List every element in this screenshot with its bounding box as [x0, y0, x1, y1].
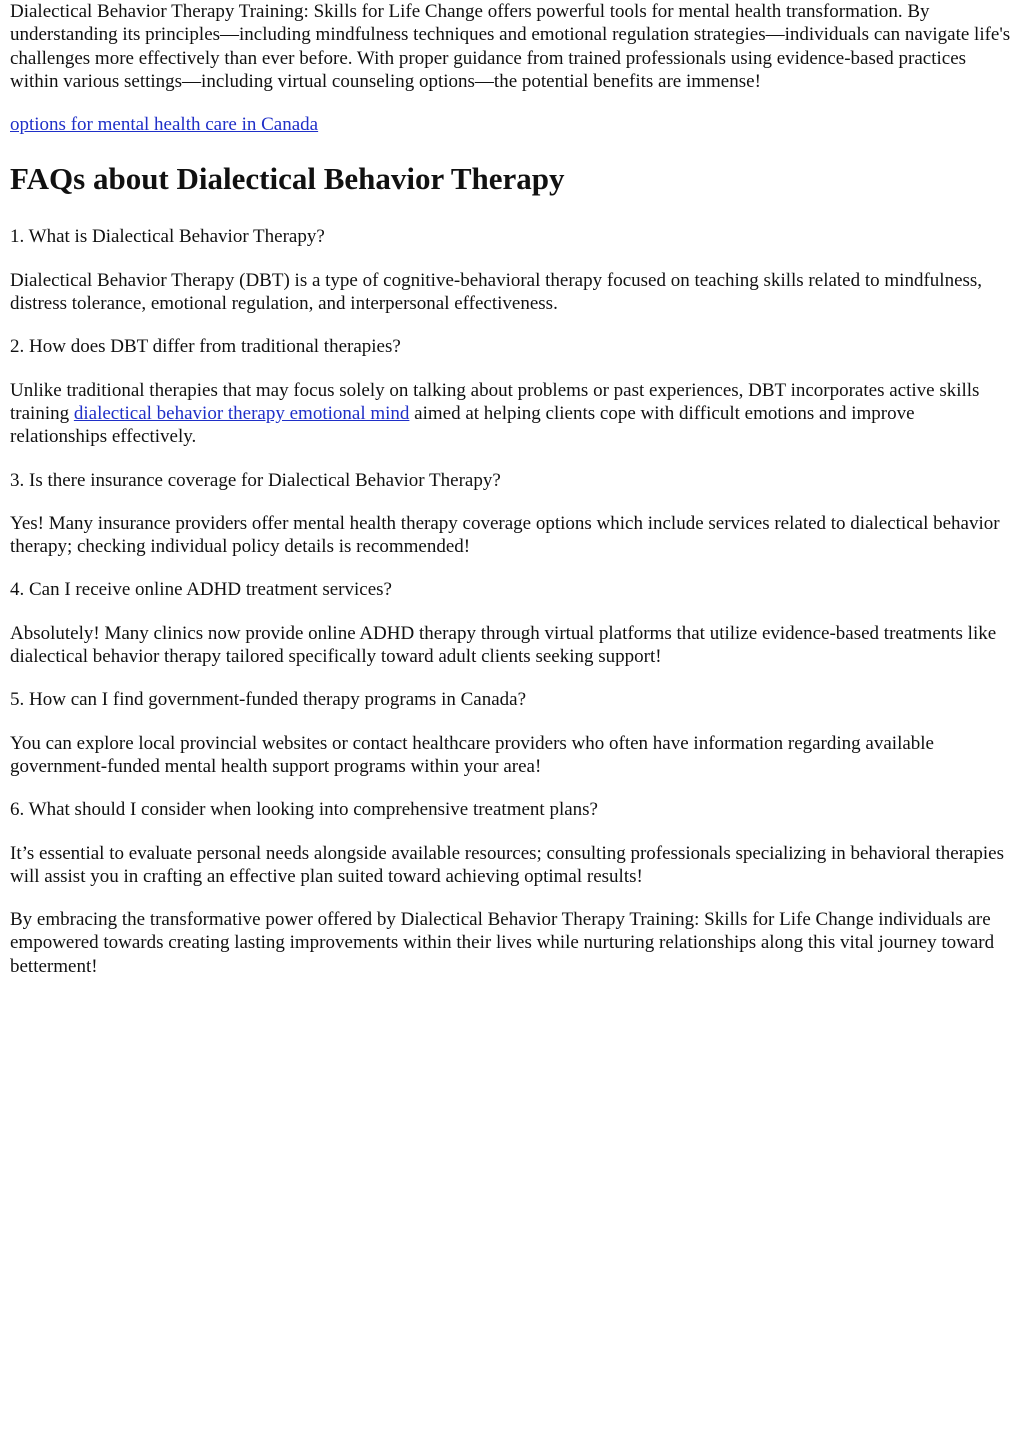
closing-paragraph: By embracing the transformative power offered by Dialectical Behavior Therapy Training: Skills for Life Change individuals are empowered towards creating lasting improvements within their lives while nurturing relationships along this vital journey toward betterment!	[10, 909, 995, 977]
faq-answer-5: You can explore local provincial websites or contact healthcare providers who often have information regarding available government-funded mental health support programs within your area!	[10, 732, 934, 777]
faq-answer-3: Yes! Many insurance providers offer mental health therapy coverage options which include services related to dialectical behavior therapy; checking individual policy details is recommended!	[10, 512, 1000, 558]
faq-question-5: 5. How can I find government-funded therapy programs in Canada?	[10, 689, 526, 711]
faq-answer-6: It’s essential to evaluate personal needs alongside available resources; consulting professionals specializing in behavioral therapies will assist you in crafting an effective plan suited toward achieving optimal results!	[10, 842, 1005, 887]
faq-answer-4: Absolutely! Many clinics now provide online ADHD therapy through virtual platforms that utilize evidence-based treatments like dialectical behavior therapy tailored specifically toward adult clients seeking support!	[10, 622, 997, 668]
faq-answer-2	[10, 379, 1014, 449]
faq-answer-2-text-before: Unlike traditional therapies that may focus solely on talking about problems or past experiences, DBT incorporates active skills training	[10, 379, 980, 424]
faq-heading: FAQs about Dialectical Behavior Therapy	[10, 161, 565, 197]
faq-question-6: 6. What should I consider when looking into comprehensive treatment plans?	[10, 799, 598, 821]
faq-question-3: 3. Is there insurance coverage for Dialectical Behavior Therapy?	[10, 469, 501, 491]
intro-paragraph: Dialectical Behavior Therapy Training: Skills for Life Change offers powerful tools for mental health transformation. By understanding its principles—including mindfulness techniques and emotional regulation strategies—individuals can navigate life's challenges more effectively than ever before. With proper guidance from trained professionals using evidence-based practices within various settings—including virtual counseling options—the potential benefits are immense!	[10, 1, 1011, 92]
faq-question-1: 1. What is Dialectical Behavior Therapy?	[10, 226, 325, 248]
faq-question-4: 4. Can I receive online ADHD treatment services?	[10, 579, 392, 601]
faq-answer-2-text-after: aimed at helping clients cope with difficult emotions and improve relationships effectively.	[10, 402, 915, 448]
options-link-paragraph	[10, 113, 1014, 136]
faq-answer-1: Dialectical Behavior Therapy (DBT) is a type of cognitive-behavioral therapy focused on teaching skills related to mindfulness, distress tolerance, emotional regulation, and interpersonal effectiveness.	[10, 269, 983, 315]
faq-question-2: 2. How does DBT differ from traditional therapies?	[10, 336, 401, 358]
dbt-emotional-mind-link[interactable]: dialectical behavior therapy emotional mind	[73, 402, 410, 424]
options-mental-health-link[interactable]: options for mental health care in Canada	[10, 114, 319, 136]
